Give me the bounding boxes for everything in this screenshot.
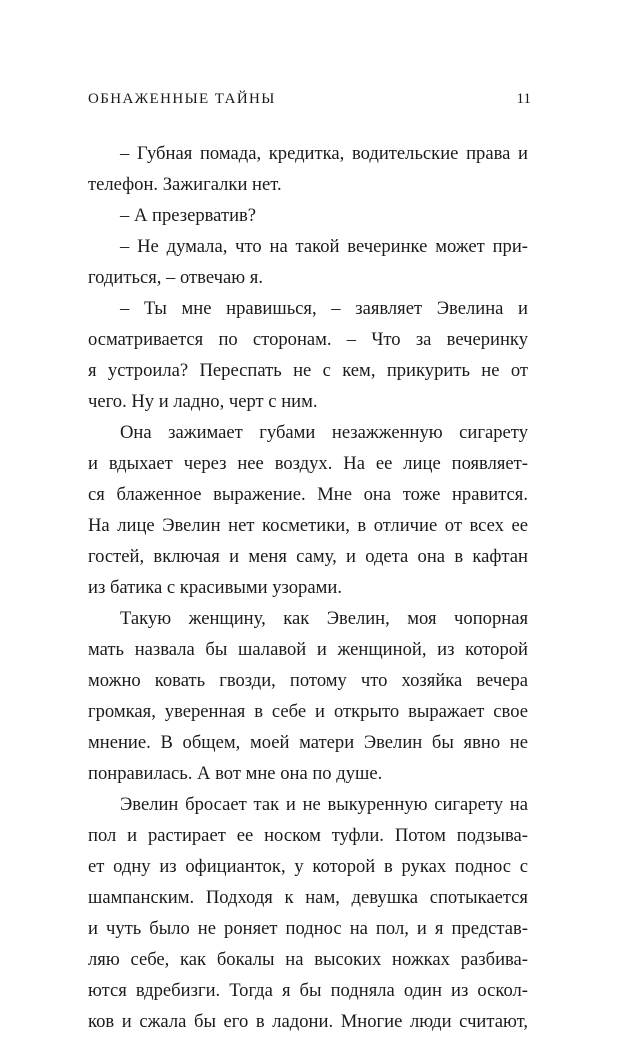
running-head — [88, 91, 531, 115]
text-line: чего. Ну и ладно, черт с ним. — [88, 391, 318, 412]
text-line: и чуть было не роняет поднос на пол, и я представ- — [88, 918, 528, 939]
text-line: понравилась. А вот мне она по душе. — [88, 763, 383, 784]
text-line: осматривается по сторонам. – Что за вечеринку — [88, 329, 528, 350]
text-line: телефон. Зажигалки нет. — [88, 174, 282, 195]
text-line: ются вдребизги. Тогда я бы подняла один из оскол- — [88, 980, 528, 1001]
text-line: – Губная помада, кредитка, водительские права и — [120, 143, 528, 164]
text-line: – Не думала, что на такой вечеринке может при- — [120, 236, 528, 257]
page-number: 11 — [516, 91, 531, 107]
text-line: На лице Эвелин нет косметики, в отличие от всех ее — [88, 515, 528, 536]
text-line: шампанским. Подходя к нам, девушка спотыкается — [88, 887, 528, 908]
text-line: мать назвала бы шалавой и женщиной, из которой — [88, 639, 528, 660]
text-line: – А презерватив? — [120, 205, 257, 226]
text-line: громкая, уверенная в себе и открыто выражает свое — [88, 701, 528, 722]
body-text — [88, 138, 528, 1037]
text-line: мнение. В общем, моей матери Эвелин бы явно не — [88, 732, 528, 753]
text-line: ков и сжала бы его в ладони. Многие люди считают, — [88, 1011, 528, 1032]
text-line: гостей, включая и меня саму, и одета она в кафтан — [88, 546, 528, 567]
text-line: Эвелин бросает так и не выкуренную сигарету на — [120, 794, 528, 815]
running-title: ОБНАЖЕННЫЕ ТАЙНЫ — [88, 91, 276, 107]
text-line: Такую женщину, как Эвелин, моя чопорная — [120, 608, 528, 629]
text-line: ся блаженное выражение. Мне она тоже нравится. — [88, 484, 528, 505]
text-line: и вдыхает через нее воздух. На ее лице появляет- — [88, 453, 528, 474]
text-line: ляю себе, как бокалы на высоких ножках разбива- — [88, 949, 528, 970]
text-line: пол и растирает ее носком туфли. Потом подзыва- — [88, 825, 528, 846]
text-line: ет одну из официанток, у которой в руках поднос с — [88, 856, 528, 877]
text-line: годиться, – отвечаю я. — [88, 267, 263, 288]
text-line: – Ты мне нравишься, – заявляет Эвелина и — [120, 298, 528, 319]
text-line: я устроила? Переспать не с кем, прикурить не от — [88, 360, 528, 381]
text-line: из батика с красивыми узорами. — [88, 577, 342, 598]
text-line: можно ковать гвозди, потому что хозяйка вечера — [88, 670, 528, 691]
text-line: Она зажимает губами незажженную сигарету — [120, 422, 528, 443]
